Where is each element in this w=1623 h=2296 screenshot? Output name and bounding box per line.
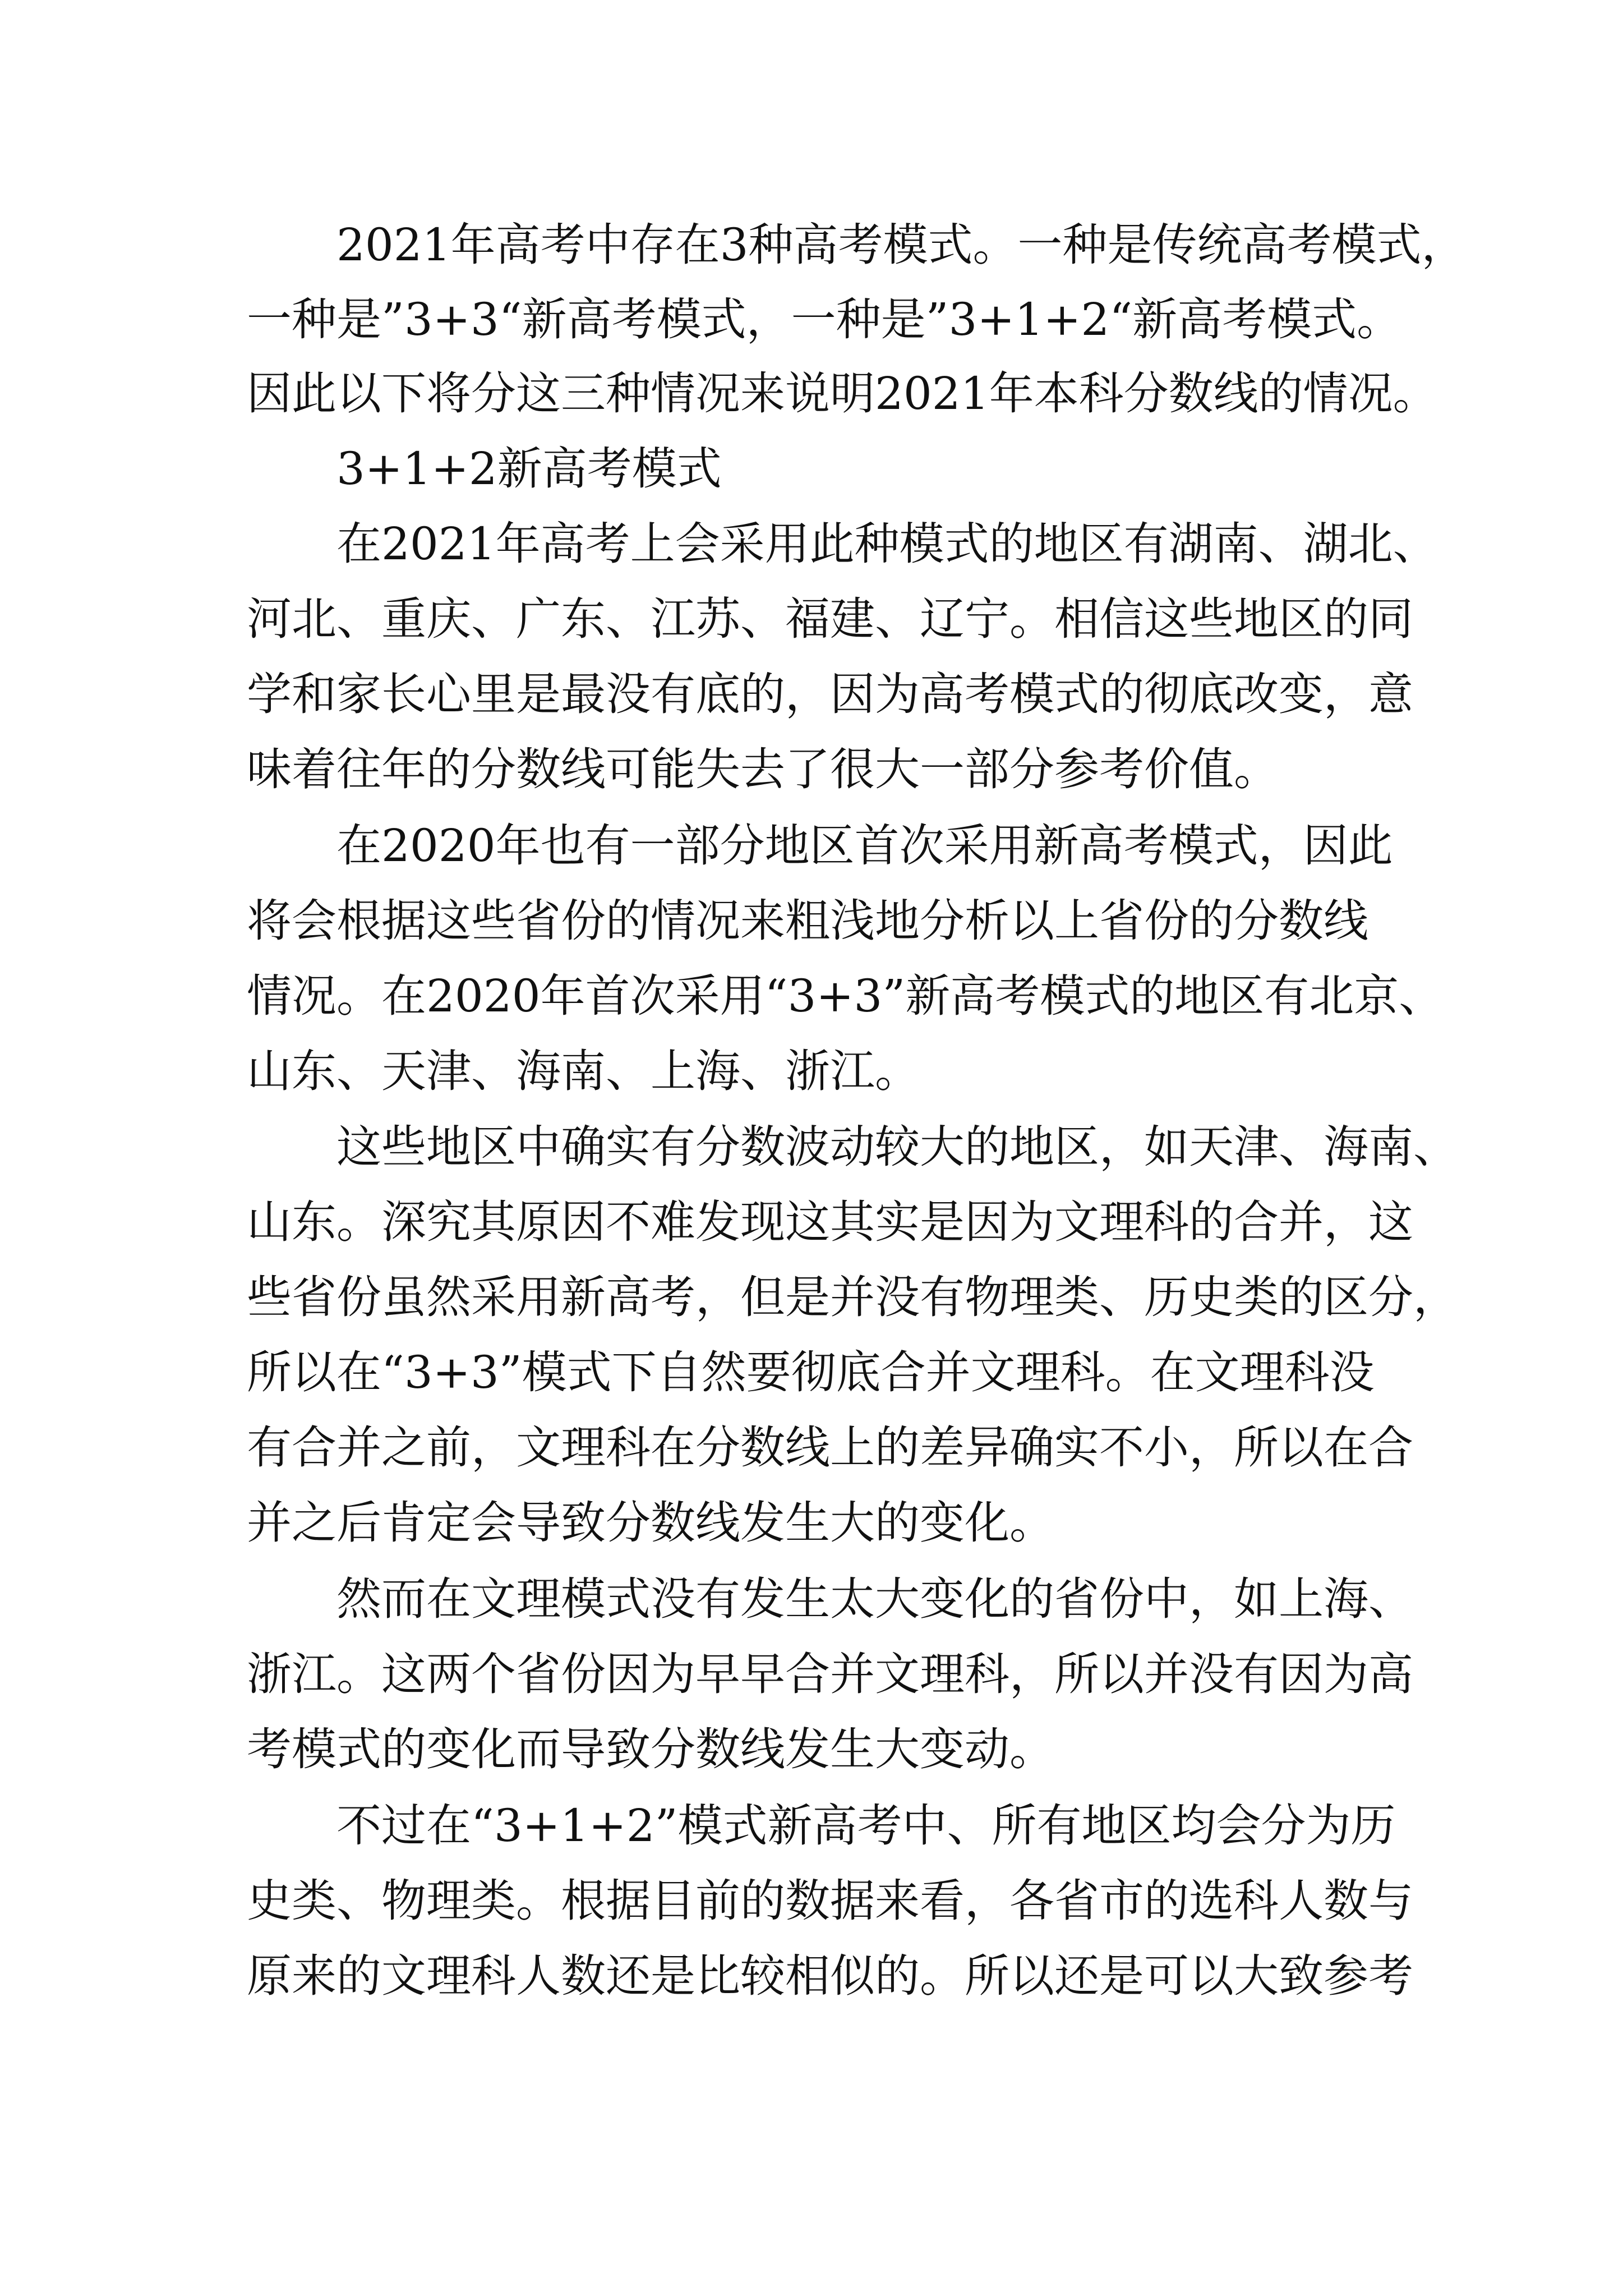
para4-line1: 这些地区中确实有分数波动较大的地区，如天津、海南、 bbox=[336, 1121, 1458, 1173]
para4-line3: 些省份虽然采用新高考，但是并没有物理类、历史类的区分， bbox=[247, 1271, 1458, 1323]
para5-line3: 考模式的变化而导致分数线发生大变动。 bbox=[247, 1723, 1054, 1775]
para2-line1: 在2021年高考上会采用此种模式的地区有湖南、湖北、 bbox=[336, 518, 1438, 570]
para1-line1: 2021年高考中存在3种高考模式。一种是传统高考模式， bbox=[336, 219, 1467, 271]
para4-line5: 有合并之前，文理科在分数线上的差异确实不小，所以在合 bbox=[247, 1421, 1413, 1474]
para4-line6: 并之后肯定会导致分数线发生大的变化。 bbox=[247, 1497, 1054, 1549]
para2-line3: 学和家长心里是最没有底的，因为高考模式的彻底改变，意 bbox=[247, 668, 1413, 720]
para3-line4: 山东、天津、海南、上海、浙江。 bbox=[247, 1045, 920, 1097]
para5-line2: 浙江。这两个省份因为早早合并文理科，所以并没有因为高 bbox=[247, 1648, 1413, 1700]
para3-line1: 在2020年也有一部分地区首次采用新高考模式，因此 bbox=[336, 820, 1393, 872]
para2-line4: 味着往年的分数线可能失去了很大一部分参考价值。 bbox=[247, 743, 1279, 795]
para4-line4: 所以在“3+3”模式下自然要彻底合并文理科。在文理科没 bbox=[247, 1346, 1375, 1398]
para3-line3: 情况。在2020年首次采用“3+3”新高考模式的地区有北京、 bbox=[247, 970, 1444, 1022]
para1-line2: 一种是”3+3“新高考模式，一种是”3+1+2“新高考模式。 bbox=[247, 293, 1402, 346]
para6-line1: 不过在“3+1+2”模式新高考中、所有地区均会分为历 bbox=[336, 1800, 1396, 1852]
para5-line1: 然而在文理模式没有发生太大变化的省份中，如上海、 bbox=[336, 1573, 1413, 1625]
para3-line2: 将会根据这些省份的情况来粗浅地分析以上省份的分数线 bbox=[247, 895, 1368, 947]
para2-line2: 河北、重庆、广东、江苏、福建、辽宁。相信这些地区的同 bbox=[247, 593, 1413, 645]
para1-line3: 因此以下将分这三种情况来说明2021年本科分数线的情况。 bbox=[247, 367, 1438, 420]
para4-line2: 山东。深究其原因不难发现这其实是因为文理科的合并，这 bbox=[247, 1196, 1413, 1248]
para6-line2: 史类、物理类。根据目前的数据来看，各省市的选科人数与 bbox=[247, 1875, 1413, 1927]
para6-line3: 原来的文理科人数还是比较相似的。所以还是可以大致参考 bbox=[247, 1950, 1413, 2002]
section-heading: 3+1+2新高考模式 bbox=[336, 443, 722, 495]
